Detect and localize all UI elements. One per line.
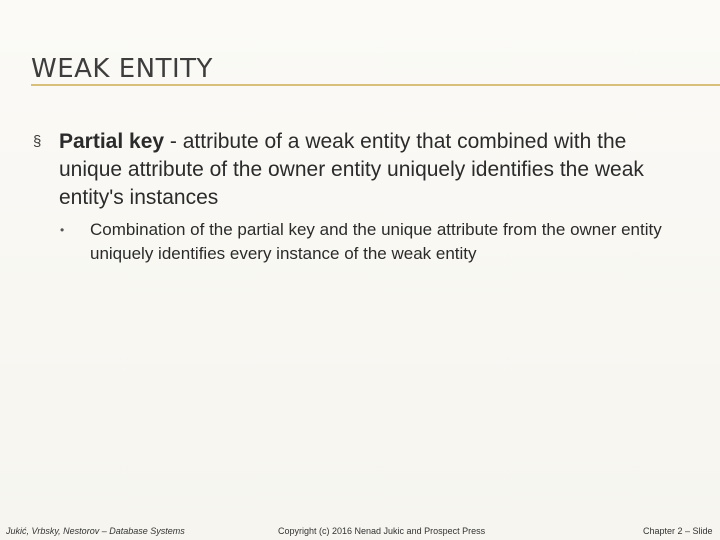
bullet-text [59, 128, 693, 212]
slide-title: WEAK ENTITY [31, 54, 213, 84]
footer-copyright: Copyright (c) 2016 Nenad Jukic and Prospect Press [278, 526, 486, 536]
bullet-term: Partial key [59, 130, 165, 153]
dot-bullet-icon: • [60, 223, 65, 237]
footer-slide-number: Chapter 2 – Slide [643, 526, 713, 536]
bullet-definition: - attribute of a weak entity that combined with the unique attribute of the owner entity uniquely identifies the weak entity's instances [59, 130, 644, 209]
footer-authors: Jukić, Vrbsky, Nestorov – Database Systems [6, 526, 185, 536]
bullet-partial-key [33, 128, 693, 212]
section-bullet-icon: § [33, 133, 42, 150]
sub-bullet-text: Combination of the partial key and the unique attribute from the owner entity uniquely identifies every instance of the weak entity [90, 220, 662, 263]
sub-bullet-combination [60, 218, 700, 266]
title-underline [31, 84, 720, 86]
